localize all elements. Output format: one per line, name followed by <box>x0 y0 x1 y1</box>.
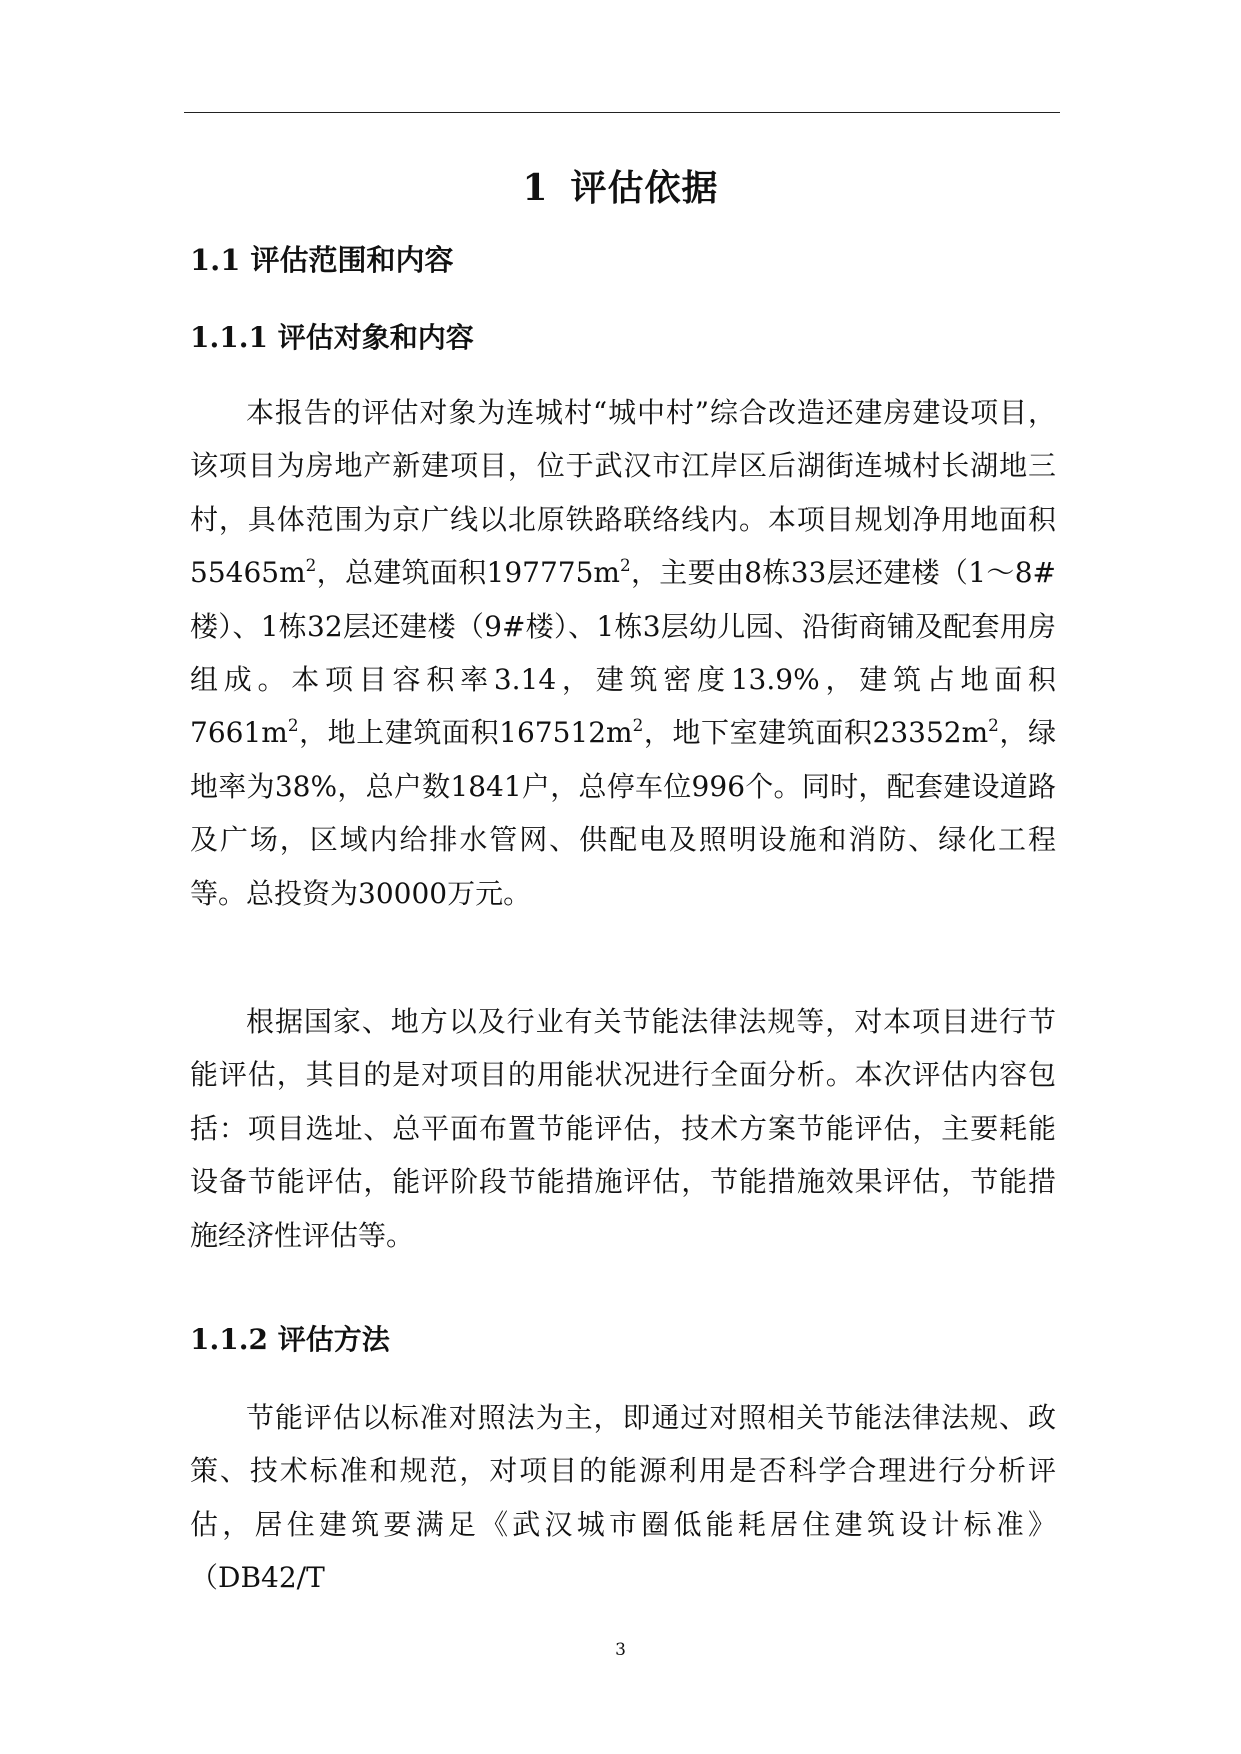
section-1-1-1-paragraph-2: 根据国家、地方以及行业有关节能法律法规等，对本项目进行节能评估，其目的是对项目的用能状况进行全面分析。本次评估内容包括：项目选址、总平面布置节能评估，技术方案节能评估，主要耗能设备节能评估，能评阶段节能措施评估，节能措施效果评估，节能措施经济性评估等。 <box>190 1005 1056 1252</box>
chapter-number: 1 <box>522 167 549 209</box>
section-1-1-1-heading: 1.1.1 评估对象和内容 <box>190 321 474 354</box>
chapter-title-text: 评估依据 <box>570 167 719 209</box>
section-1-1-2-heading: 1.1.2 评估方法 <box>190 1323 390 1356</box>
chapter-title <box>0 160 1241 211</box>
header-rule <box>184 112 1060 113</box>
section-1-1-2-paragraph-1: 节能评估以标准对照法为主，即通过对照相关节能法律法规、政策、技术标准和规范，对项目的能源利用是否科学合理进行分析评估，居住建筑要满足《武汉城市圈低能耗居住建筑设计标准》（DB42/T <box>190 1401 1056 1595</box>
page-number: 3 <box>615 1640 626 1660</box>
section-1-1-1-paragraph-1: 本报告的评估对象为连城村“城中村”综合改造还建房建设项目，该项目为房地产新建项目，位于武汉市江岸区后湖街连城村长湖地三村，具体范围为京广线以北原铁路联络线内。本项目规划净用地面积$55465m^2$，总建筑面积$197775m^2$，主要由8栋33层还建楼（1～8#楼）、1栋32层还建楼（9#楼）、1栋3层幼儿园、沿街商铺及配套用房组成。本项目容积率3.14，建筑密度13.9%，建筑占地面积$7661m^2$，地上建筑面积$167512m^2$，地下室建筑面积$23352m^2$，绿地率为38%，总户数1841户，总停车位996个。同时，配套建设道路及广场，区域内给排水管网、供配电及照明设施和消防、绿化工程等。总投资为30000万元。 <box>190 396 1056 910</box>
section-1-1-heading: 1.1 评估范围和内容 <box>190 243 454 277</box>
